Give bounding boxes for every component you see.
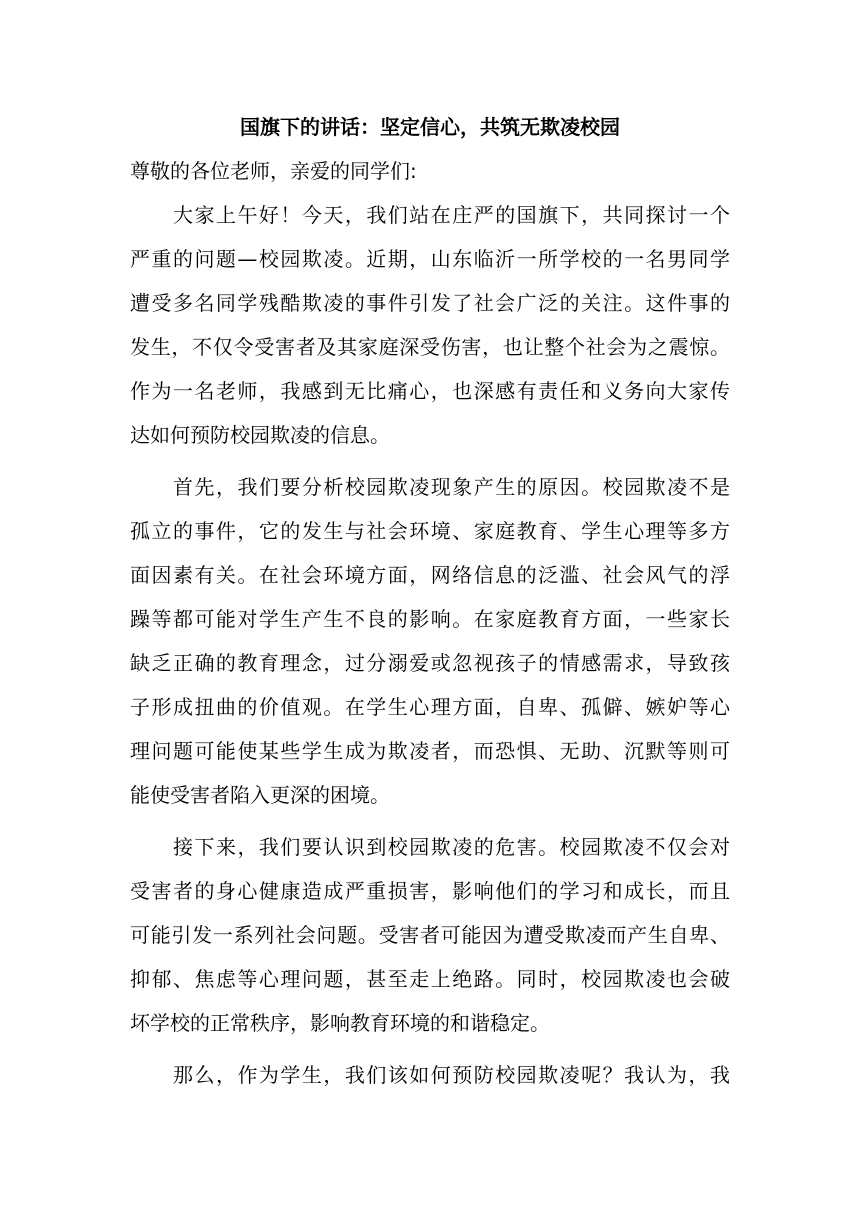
paragraph-3-line-1: 接下来，我们要认识到校园欺凌的危害。校园欺凌不仅会对	[173, 835, 730, 859]
paragraph-1-line-2: 严重的问题—校园欺凌。近期，山东临沂一所学校的一名男同学	[130, 247, 730, 271]
paragraph-2-line-7: 理问题可能使某些学生成为欺凌者，而恐惧、无助、沉默等则可	[130, 739, 730, 763]
paragraph-2-line-2: 孤立的事件，它的发生与社会环境、家庭教育、学生心理等多方	[130, 519, 730, 543]
paragraph-3-line-2: 受害者的身心健康造成严重损害，影响他们的学习和成长，而且	[130, 879, 730, 903]
paragraph-2-line-3: 面因素有关。在社会环境方面，网络信息的泛滥、社会风气的浮	[130, 563, 730, 587]
paragraph-4-line-1: 那么，作为学生，我们该如何预防校园欺凌呢？我认为，我	[173, 1063, 730, 1087]
paragraph-2-line-6: 子形成扭曲的价值观。在学生心理方面，自卑、孤僻、嫉妒等心	[130, 695, 730, 719]
greeting-line: 尊敬的各位老师，亲爱的同学们:	[130, 159, 417, 183]
paragraph-2-line-5: 缺乏正确的教育理念，过分溺爱或忽视孩子的情感需求，导致孩	[130, 651, 730, 675]
paragraph-1-line-4: 发生，不仅令受害者及其家庭深受伤害，也让整个社会为之震惊。	[130, 335, 730, 359]
paragraph-1-line-6: 达如何预防校园欺凌的信息。	[130, 423, 390, 447]
paragraph-2-line-4: 躁等都可能对学生产生不良的影响。在家庭教育方面，一些家长	[130, 607, 730, 631]
paragraph-3-line-5: 坏学校的正常秩序，影响教育环境的和谐稳定。	[130, 1011, 550, 1035]
paragraph-1-line-5: 作为一名老师，我感到无比痛心，也深感有责任和义务向大家传	[130, 379, 730, 403]
paragraph-1-line-3: 遭受多名同学残酷欺凌的事件引发了社会广泛的关注。这件事的	[130, 291, 730, 315]
paragraph-3-line-4: 抑郁、焦虑等心理问题，甚至走上绝路。同时，校园欺凌也会破	[130, 967, 730, 991]
paragraph-2-line-8: 能使受害者陷入更深的困境。	[130, 783, 390, 807]
paragraph-1-line-1: 大家上午好！今天，我们站在庄严的国旗下，共同探讨一个	[173, 203, 730, 227]
document-title: 国旗下的讲话：坚定信心，共筑无欺凌校园	[240, 115, 620, 139]
paragraph-3-line-3: 可能引发一系列社会问题。受害者可能因为遭受欺凌而产生自卑、	[130, 923, 730, 947]
paragraph-2-line-1: 首先，我们要分析校园欺凌现象产生的原因。校园欺凌不是	[173, 475, 730, 499]
